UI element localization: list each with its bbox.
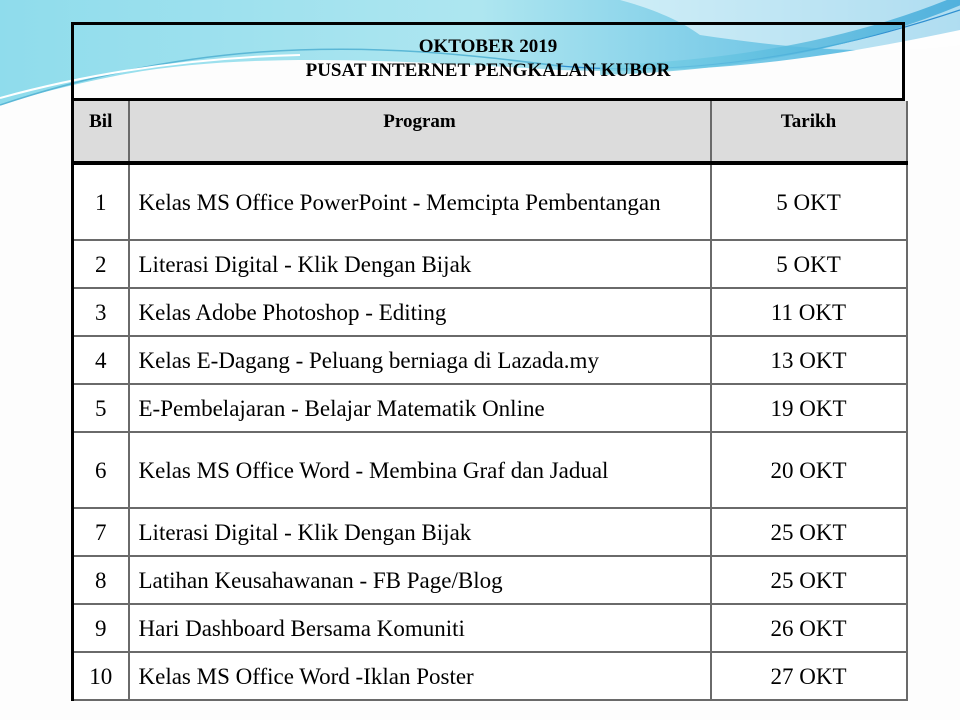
cell-tarikh: 27 OKT: [711, 652, 907, 700]
table-row: [73, 652, 907, 700]
cell-program: Literasi Digital - Klik Dengan Bijak: [129, 508, 711, 556]
cell-tarikh: 26 OKT: [711, 604, 907, 652]
cell-bil: 4: [73, 336, 129, 384]
cell-bil: 8: [73, 556, 129, 604]
table-row: [73, 556, 907, 604]
cell-program: Kelas Adobe Photoshop - Editing: [129, 288, 711, 336]
table-row: [73, 288, 907, 336]
table-row: [73, 432, 907, 508]
cell-tarikh: 5 OKT: [711, 240, 907, 288]
table-row: [73, 163, 907, 240]
cell-bil: 7: [73, 508, 129, 556]
cell-program: Kelas E-Dagang - Peluang berniaga di Lazada.my: [129, 336, 711, 384]
cell-bil: 2: [73, 240, 129, 288]
cell-program: Literasi Digital - Klik Dengan Bijak: [129, 240, 711, 288]
cell-tarikh: 25 OKT: [711, 556, 907, 604]
table-title-block: [71, 22, 905, 101]
cell-program: Hari Dashboard Bersama Komuniti: [129, 604, 711, 652]
title-month: OKTOBER 2019: [418, 36, 558, 57]
title-center-name: PUSAT INTERNET PENGKALAN KUBOR: [305, 60, 671, 81]
cell-program: E-Pembelajaran - Belajar Matematik Online: [129, 384, 711, 432]
cell-program: Kelas MS Office Word -Iklan Poster: [129, 652, 711, 700]
header-program: Program: [129, 101, 711, 163]
header-bil: Bil: [73, 101, 129, 163]
cell-tarikh: 19 OKT: [711, 384, 907, 432]
cell-bil: 6: [73, 432, 129, 508]
table-row: [73, 240, 907, 288]
table-header-row: [73, 101, 907, 163]
cell-bil: 9: [73, 604, 129, 652]
cell-bil: 1: [73, 163, 129, 240]
cell-tarikh: 20 OKT: [711, 432, 907, 508]
schedule-table: [71, 101, 908, 701]
cell-tarikh: 25 OKT: [711, 508, 907, 556]
cell-program: Kelas MS Office PowerPoint - Memcipta Pembentangan: [129, 163, 711, 240]
cell-program: Latihan Keusahawanan - FB Page/Blog: [129, 556, 711, 604]
header-tarikh: Tarikh: [711, 101, 907, 163]
schedule-table-container: [71, 22, 905, 701]
table-row: [73, 336, 907, 384]
cell-tarikh: 13 OKT: [711, 336, 907, 384]
cell-tarikh: 5 OKT: [711, 163, 907, 240]
table-row: [73, 508, 907, 556]
cell-program: Kelas MS Office Word - Membina Graf dan Jadual: [129, 432, 711, 508]
cell-tarikh: 11 OKT: [711, 288, 907, 336]
table-row: [73, 384, 907, 432]
table-row: [73, 604, 907, 652]
cell-bil: 3: [73, 288, 129, 336]
cell-bil: 10: [73, 652, 129, 700]
cell-bil: 5: [73, 384, 129, 432]
